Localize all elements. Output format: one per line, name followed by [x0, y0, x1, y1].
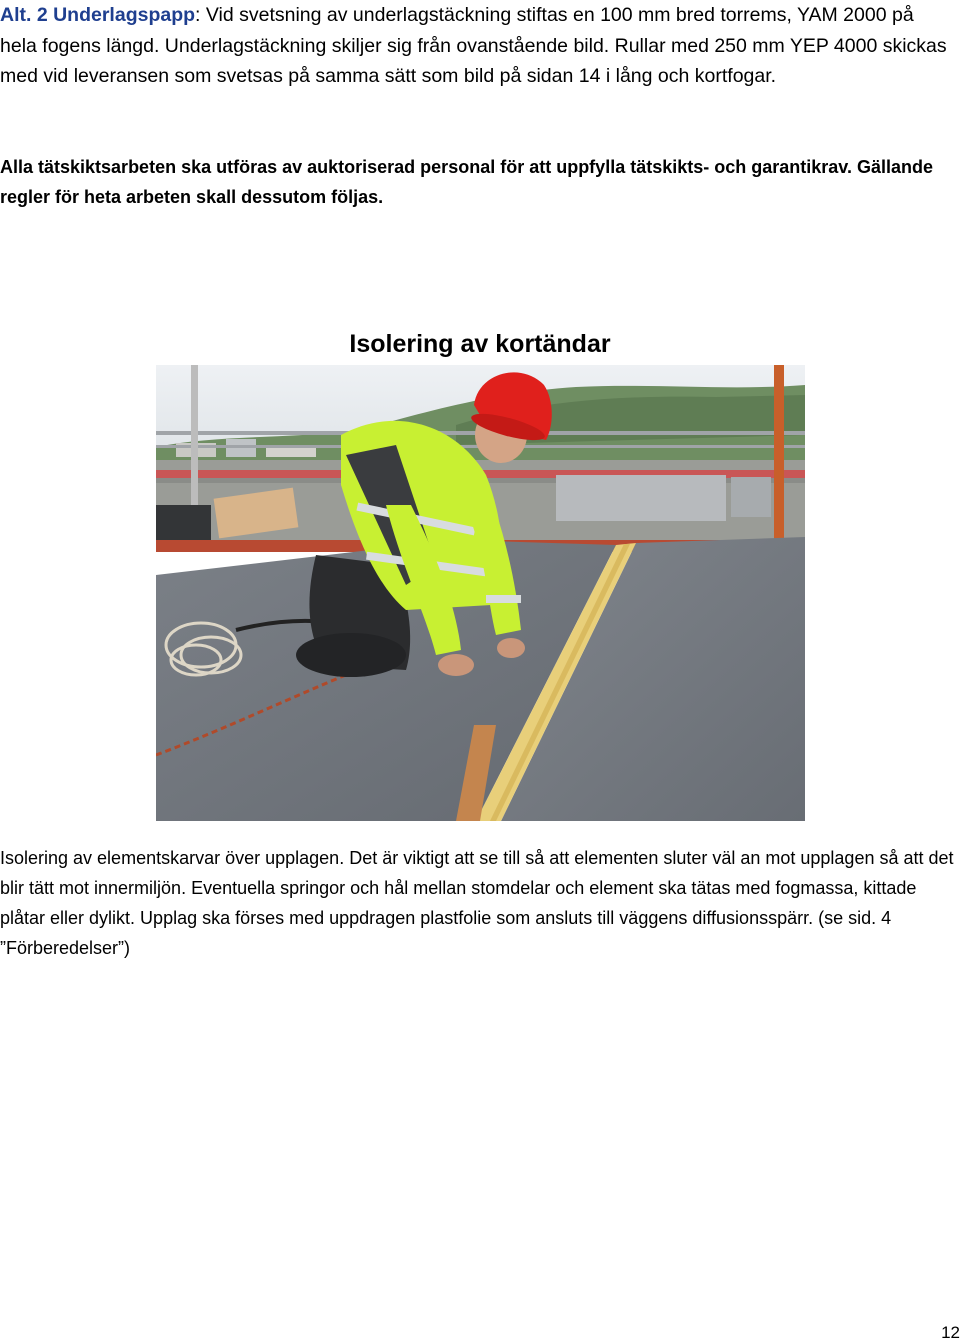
figure-title: Isolering av kortändar [349, 330, 611, 358]
figure-caption: Isolering av elementskarvar över upplagen. Det är viktigt att se till så att elementen sluter väl an mot upplagen så att det blir tätt mot innermiljön. Eventuella springor och hål mellan stomdelar och element ska tätas med fogmassa, kittade plåtar eller dylikt. Upplag ska förses med uppdragen plastfolie som ansluts till väggens diffusionsspärr. (se sid. 4 ”Förberedelser”) [0, 848, 954, 958]
worker-photo [156, 365, 805, 821]
intro-lead: Alt. 2 Underlagspapp [0, 4, 196, 26]
notice-paragraph: Alla tätskiktsarbeten ska utföras av auktoriserad personal för att uppfylla tätskikts- och garantikrav. Gällande regler för heta arbeten skall dessutom följas. [0, 157, 933, 207]
truck [556, 475, 726, 521]
intro-paragraph [0, 0, 955, 92]
intro-text: : Vid svetsning av underlagstäckning stiftas en 100 mm bred torrems, YAM 2000 på hela fogens längd. Underlagstäckning skiljer sig från ovanstående bild. Rullar med 250 mm YEP 4000 skickas med vid leveransen som svetsas på samma sätt som bild på sidan 14 i lång och kortfogar. [0, 4, 947, 87]
page-number: 12 [941, 1323, 960, 1342]
